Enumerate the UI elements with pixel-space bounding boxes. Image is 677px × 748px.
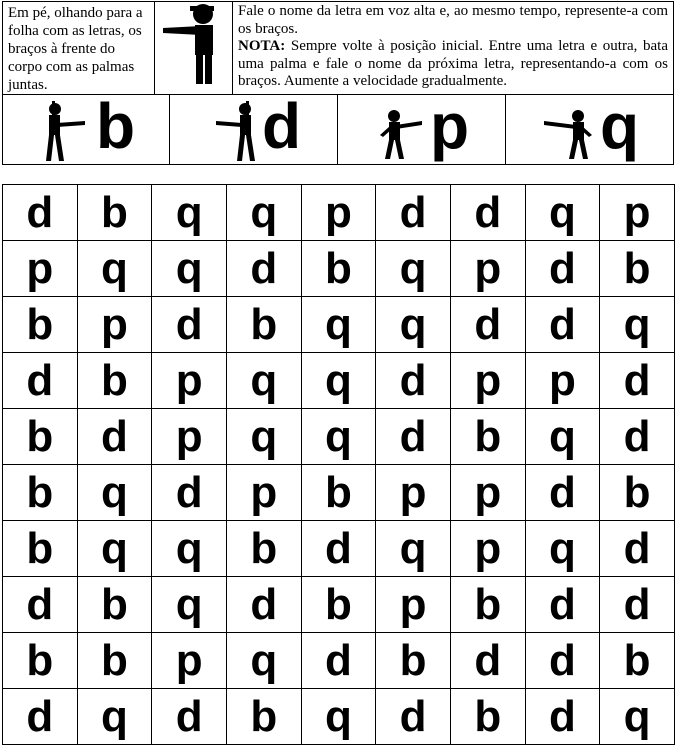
grid-letter-cell: p xyxy=(376,465,451,521)
grid-letter-cell: q xyxy=(226,633,301,689)
grid-letter-cell: q xyxy=(152,185,227,241)
grid-letter-cell: q xyxy=(376,297,451,353)
grid-letter-cell: q xyxy=(301,409,376,465)
grid-letter-cell: q xyxy=(152,577,227,633)
grid-letter-cell: p xyxy=(152,353,227,409)
grid-letter-cell: q xyxy=(152,241,227,297)
grid-letter-cell: q xyxy=(600,297,675,353)
grid-row xyxy=(3,297,675,353)
grid-letter-cell: q xyxy=(77,465,152,521)
letter-grid xyxy=(2,184,675,745)
grid-letter-cell: b xyxy=(77,577,152,633)
starting-pose-cell xyxy=(155,2,233,94)
grid-letter-cell: b xyxy=(376,633,451,689)
grid-letter-cell: d xyxy=(3,577,78,633)
grid-letter-cell: b xyxy=(77,633,152,689)
grid-letter-cell: b xyxy=(450,577,525,633)
grid-row xyxy=(3,577,675,633)
starting-pose-figure-icon xyxy=(155,2,233,94)
grid-letter-cell: q xyxy=(77,689,152,745)
grid-letter-cell: b xyxy=(301,465,376,521)
grid-letter-cell: b xyxy=(226,521,301,577)
grid-letter-cell: d xyxy=(226,577,301,633)
grid-letter-cell: d xyxy=(525,465,600,521)
example-letter: q xyxy=(600,90,640,162)
example-d xyxy=(170,90,338,164)
grid-letter-cell: d xyxy=(450,297,525,353)
grid-letter-cell: q xyxy=(226,409,301,465)
grid-letter-cell: q xyxy=(152,521,227,577)
grid-letter-cell: q xyxy=(525,521,600,577)
grid-letter-cell: q xyxy=(376,241,451,297)
grid-letter-cell: b xyxy=(226,689,301,745)
grid-letter-cell: q xyxy=(525,409,600,465)
grid-letter-cell: d xyxy=(152,297,227,353)
grid-letter-cell: b xyxy=(3,633,78,689)
grid-letter-cell: b xyxy=(3,521,78,577)
grid-letter-cell: d xyxy=(152,689,227,745)
grid-letter-cell: p xyxy=(376,577,451,633)
grid-row xyxy=(3,241,675,297)
grid-letter-cell: b xyxy=(226,297,301,353)
grid-letter-cell: d xyxy=(376,185,451,241)
grid-row xyxy=(3,521,675,577)
starting-position-text: Em pé, olhando para a folha com as letras, os braços à frente do corpo com as palmas juntas. xyxy=(3,2,155,94)
grid-letter-cell: p xyxy=(301,185,376,241)
grid-letter-cell: p xyxy=(525,353,600,409)
grid-letter-cell: d xyxy=(525,577,600,633)
grid-letter-cell: d xyxy=(525,689,600,745)
example-letter: p xyxy=(430,90,470,162)
grid-letter-cell: p xyxy=(450,465,525,521)
grid-letter-cell: p xyxy=(152,409,227,465)
grid-letter-cell: b xyxy=(600,241,675,297)
grid-letter-cell: d xyxy=(525,241,600,297)
grid-letter-cell: p xyxy=(77,297,152,353)
grid-letter-cell: p xyxy=(450,521,525,577)
grid-letter-cell: q xyxy=(301,297,376,353)
example-letter: b xyxy=(96,90,136,162)
p-pose-figure-icon xyxy=(378,109,428,161)
grid-letter-cell: q xyxy=(226,353,301,409)
grid-letter-cell: p xyxy=(450,241,525,297)
grid-letter-cell: p xyxy=(226,465,301,521)
grid-letter-cell: b xyxy=(3,465,78,521)
grid-letter-cell: b xyxy=(3,297,78,353)
grid-row xyxy=(3,465,675,521)
example-letter: d xyxy=(262,90,302,162)
grid-letter-cell: d xyxy=(376,689,451,745)
grid-row xyxy=(3,353,675,409)
grid-letter-cell: p xyxy=(450,353,525,409)
grid-letter-cell: b xyxy=(301,577,376,633)
grid-letter-cell: b xyxy=(77,185,152,241)
grid-letter-cell: q xyxy=(301,353,376,409)
grid-letter-cell: d xyxy=(600,577,675,633)
grid-letter-cell: b xyxy=(77,353,152,409)
instruction-header xyxy=(2,1,674,165)
grid-letter-cell: p xyxy=(3,241,78,297)
grid-letter-cell: d xyxy=(525,297,600,353)
instruction-main-text: Fale o nome da letra em voz alta e, ao mesmo tempo, represente-a com os braços. xyxy=(238,3,668,37)
grid-letter-cell: b xyxy=(3,409,78,465)
grid-letter-cell: p xyxy=(600,185,675,241)
example-b xyxy=(3,90,170,164)
grid-letter-cell: d xyxy=(3,185,78,241)
grid-letter-cell: d xyxy=(3,689,78,745)
grid-letter-cell: p xyxy=(152,633,227,689)
note-label: NOTA: xyxy=(238,38,286,54)
instruction-row xyxy=(3,2,673,95)
grid-letter-cell: b xyxy=(450,689,525,745)
grid-letter-cell: q xyxy=(226,185,301,241)
examples-row xyxy=(3,90,673,164)
grid-letter-cell: b xyxy=(450,409,525,465)
q-pose-figure-icon xyxy=(540,109,596,161)
grid-letter-cell: b xyxy=(301,241,376,297)
grid-row xyxy=(3,633,675,689)
grid-letter-cell: d xyxy=(450,633,525,689)
grid-letter-cell: d xyxy=(3,353,78,409)
grid-letter-cell: b xyxy=(600,633,675,689)
grid-letter-cell: q xyxy=(525,185,600,241)
d-pose-figure-icon xyxy=(212,101,262,163)
grid-letter-cell: d xyxy=(226,241,301,297)
example-p xyxy=(338,90,506,164)
grid-letter-cell: d xyxy=(77,409,152,465)
note-text: Sempre volte à posição inicial. Entre uma letra e outra, bata uma palma e fale o nome da próxima letra, representando-a com os braços. Aumente a velocidade gradualmente. xyxy=(238,38,668,89)
grid-letter-cell: d xyxy=(600,521,675,577)
grid-letter-cell: q xyxy=(77,521,152,577)
grid-letter-cell: d xyxy=(600,353,675,409)
grid-letter-cell: d xyxy=(600,409,675,465)
grid-row xyxy=(3,185,675,241)
grid-letter-cell: q xyxy=(301,689,376,745)
grid-letter-cell: d xyxy=(152,465,227,521)
grid-letter-cell: d xyxy=(525,633,600,689)
grid-row xyxy=(3,409,675,465)
grid-letter-cell: q xyxy=(77,241,152,297)
instruction-text xyxy=(233,2,673,94)
grid-letter-cell: d xyxy=(376,409,451,465)
grid-letter-cell: q xyxy=(600,689,675,745)
grid-letter-cell: d xyxy=(376,353,451,409)
grid-letter-cell: d xyxy=(301,521,376,577)
b-pose-figure-icon xyxy=(41,101,91,163)
example-q xyxy=(506,90,673,164)
grid-letter-cell: d xyxy=(450,185,525,241)
grid-row xyxy=(3,689,675,745)
grid-letter-cell: b xyxy=(600,465,675,521)
grid-letter-cell: d xyxy=(301,633,376,689)
grid-letter-cell: q xyxy=(376,521,451,577)
